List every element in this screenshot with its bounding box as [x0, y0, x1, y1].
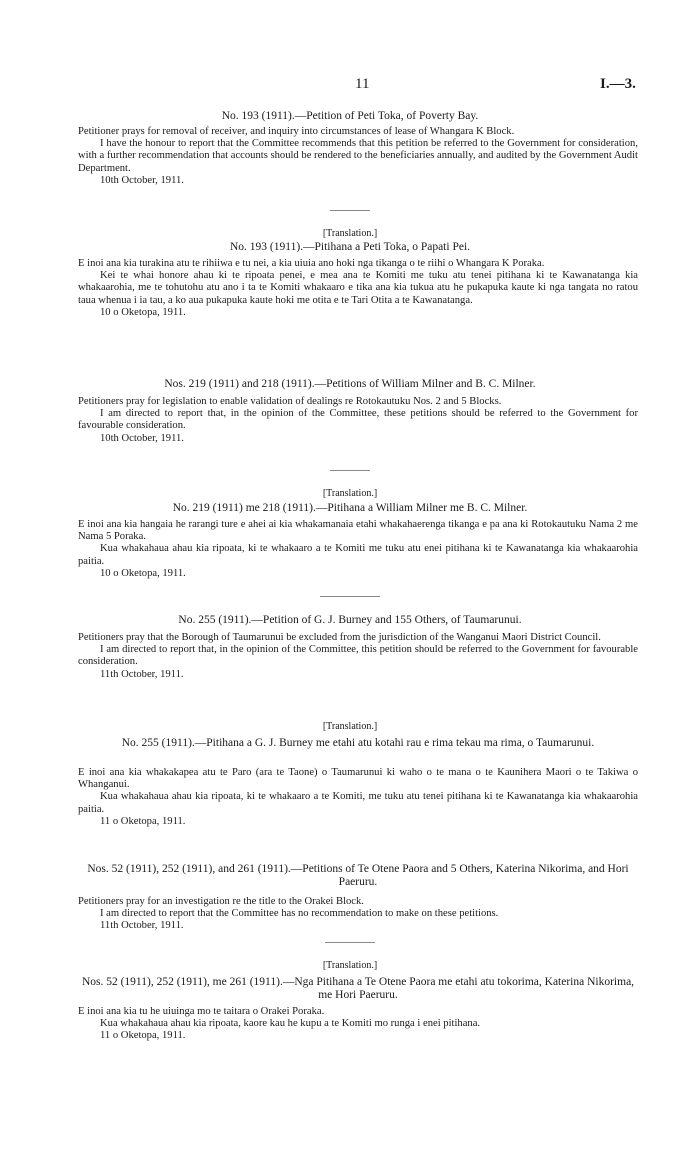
- translation-label: [Translation.]: [322, 228, 378, 239]
- divider: [330, 470, 370, 471]
- divider: [320, 596, 380, 597]
- petition-prayer: Petitioners pray that the Borough of Taumarunui be excluded from the jurisdiction of the Wanganui Maori District Council.: [78, 632, 601, 643]
- committee-report: I am directed to report that, in the opinion of the Committee, these petitions should be referred to the Government for favourable consideration.: [78, 408, 638, 432]
- petition-prayer: E inoi ana kia whakakapea atu te Paro (ara te Taone) o Taumarunui ki waho o te mana o te Kaunihera Maori o te Takiwa o Whanganui.: [78, 767, 638, 791]
- section-body: [78, 396, 638, 445]
- section-body: [78, 126, 638, 187]
- section-body: [78, 632, 638, 681]
- report-date: 11 o Oketopa, 1911.: [100, 1030, 186, 1042]
- petition-prayer: Petitioners pray for legislation to enable validation of dealings re Rotokautuku Nos. 2 and 5 Blocks.: [78, 396, 502, 407]
- report-date: 11th October, 1911.: [100, 668, 184, 680]
- divider: [330, 210, 370, 211]
- report-date: 10th October, 1911.: [100, 174, 184, 186]
- petition-prayer: E inoi ana kia hangaia he rarangi ture e ahei ai kia whakamanaia etahi whakahaerenga tikanga e pa ana ki Rotokautuku Nama 2 me Nama 5 Poraka.: [78, 519, 638, 543]
- report-date: 10 o Oketopa, 1911.: [100, 567, 186, 579]
- petition-prayer: Petitioner prays for removal of receiver, and inquiry into circumstances of lease of Whangara K Block.: [78, 126, 515, 137]
- section-body: [78, 1006, 638, 1043]
- committee-report: I have the honour to report that the Committee recommends that this petition be referred to the Government for consideration, with a further recommendation that accounts should be rendered to the beneficiaries annually, and audited by the Government Audit Department.: [78, 138, 638, 174]
- section-heading: No. 219 (1911) me 218 (1911).—Pitihana a William Milner me B. C. Milner.: [172, 502, 528, 514]
- translation-label: [Translation.]: [322, 721, 378, 732]
- translation-label: [Translation.]: [322, 488, 378, 499]
- committee-report: Kua whakahaua ahau kia ripoata, ki te whakaaro a te Komiti, me tuku atu tenei pitihana ki te Kawanatanga kia whakaarohia paitia.: [78, 791, 638, 815]
- petition-prayer: E inoi ana kia turakina atu te rihiiwa e tu nei, a kia uiuia ano hoki nga tikanga o te riihi o Whangara K Poraka.: [78, 258, 545, 269]
- page-number: 11: [355, 76, 370, 92]
- report-date: 10 o Oketopa, 1911.: [100, 306, 186, 318]
- petition-prayer: Petitioners pray for an investigation re the title to the Orakei Block.: [78, 896, 364, 907]
- section-heading: No. 193 (1911).—Pitihana a Peti Toka, o Papati Pei.: [229, 241, 471, 253]
- page-reference: I.—3.: [600, 76, 636, 92]
- section-heading: Nos. 52 (1911), 252 (1911), and 261 (1911).—Petitions of Te Otene Paora and 5 Others, Katerina Nikorima, and Hori Paeruru.: [87, 863, 629, 888]
- divider: [325, 942, 375, 943]
- committee-report: I am directed to report that the Committee has no recommendation to make on these petitions.: [100, 908, 499, 920]
- section-heading: Nos. 52 (1911), 252 (1911), me 261 (1911).—Nga Pitihana a Te Otene Paora me etahi atu tokorima, Katerina Nikorima, me Hori Paeruru.: [81, 976, 635, 1001]
- section-body: [78, 896, 638, 933]
- section-body: [78, 519, 638, 580]
- section-heading: No. 193 (1911).—Petition of Peti Toka, of Poverty Bay.: [221, 110, 479, 122]
- report-date: 10th October, 1911.: [100, 432, 184, 444]
- committee-report: Kei te whai honore ahau ki te ripoata penei, e mea ana te Komiti me tuku atu tenei pitihana ki te Kawanatanga kia whakaarohia, me te tohutohu atu ano i ta te Komiti whakaaro e tika ana kia tukua atu he pukapuka kaute ki nga tangata no ratou taua whenua i ia tau, a ko aua pukapuka kaute hoki me otita e te Tari Otita a te Kawanatanga.: [78, 270, 638, 306]
- committee-report: Kua whakahaua ahau kia ripoata, kaore kau he kupu a te Komiti mo runga i enei pitihana.: [100, 1018, 481, 1030]
- section-body: [78, 767, 638, 828]
- petition-prayer: E inoi ana kia tu he uiuinga mo te taitara o Orakei Poraka.: [78, 1006, 325, 1017]
- section-heading: Nos. 219 (1911) and 218 (1911).—Petitions of William Milner and B. C. Milner.: [164, 378, 536, 390]
- section-heading: No. 255 (1911).—Pitihana a G. J. Burney me etahi atu kotahi rau e rima tekau ma rima, o Taumarunui.: [121, 737, 595, 749]
- section-body: [78, 258, 638, 319]
- committee-report: I am directed to report that, in the opinion of the Committee, this petition should be referred to the Government for favourable consideration.: [78, 644, 638, 668]
- report-date: 11th October, 1911.: [100, 920, 184, 932]
- translation-label: [Translation.]: [322, 960, 378, 971]
- committee-report: Kua whakahaua ahau kia ripoata, ki te whakaaro a te Komiti me tuku atu enei pitihana ki te Kawanatanga kia whakaarohia paitia.: [78, 543, 638, 567]
- report-date: 11 o Oketopa, 1911.: [100, 815, 186, 827]
- section-heading: No. 255 (1911).—Petition of G. J. Burney and 155 Others, of Taumarunui.: [178, 614, 522, 626]
